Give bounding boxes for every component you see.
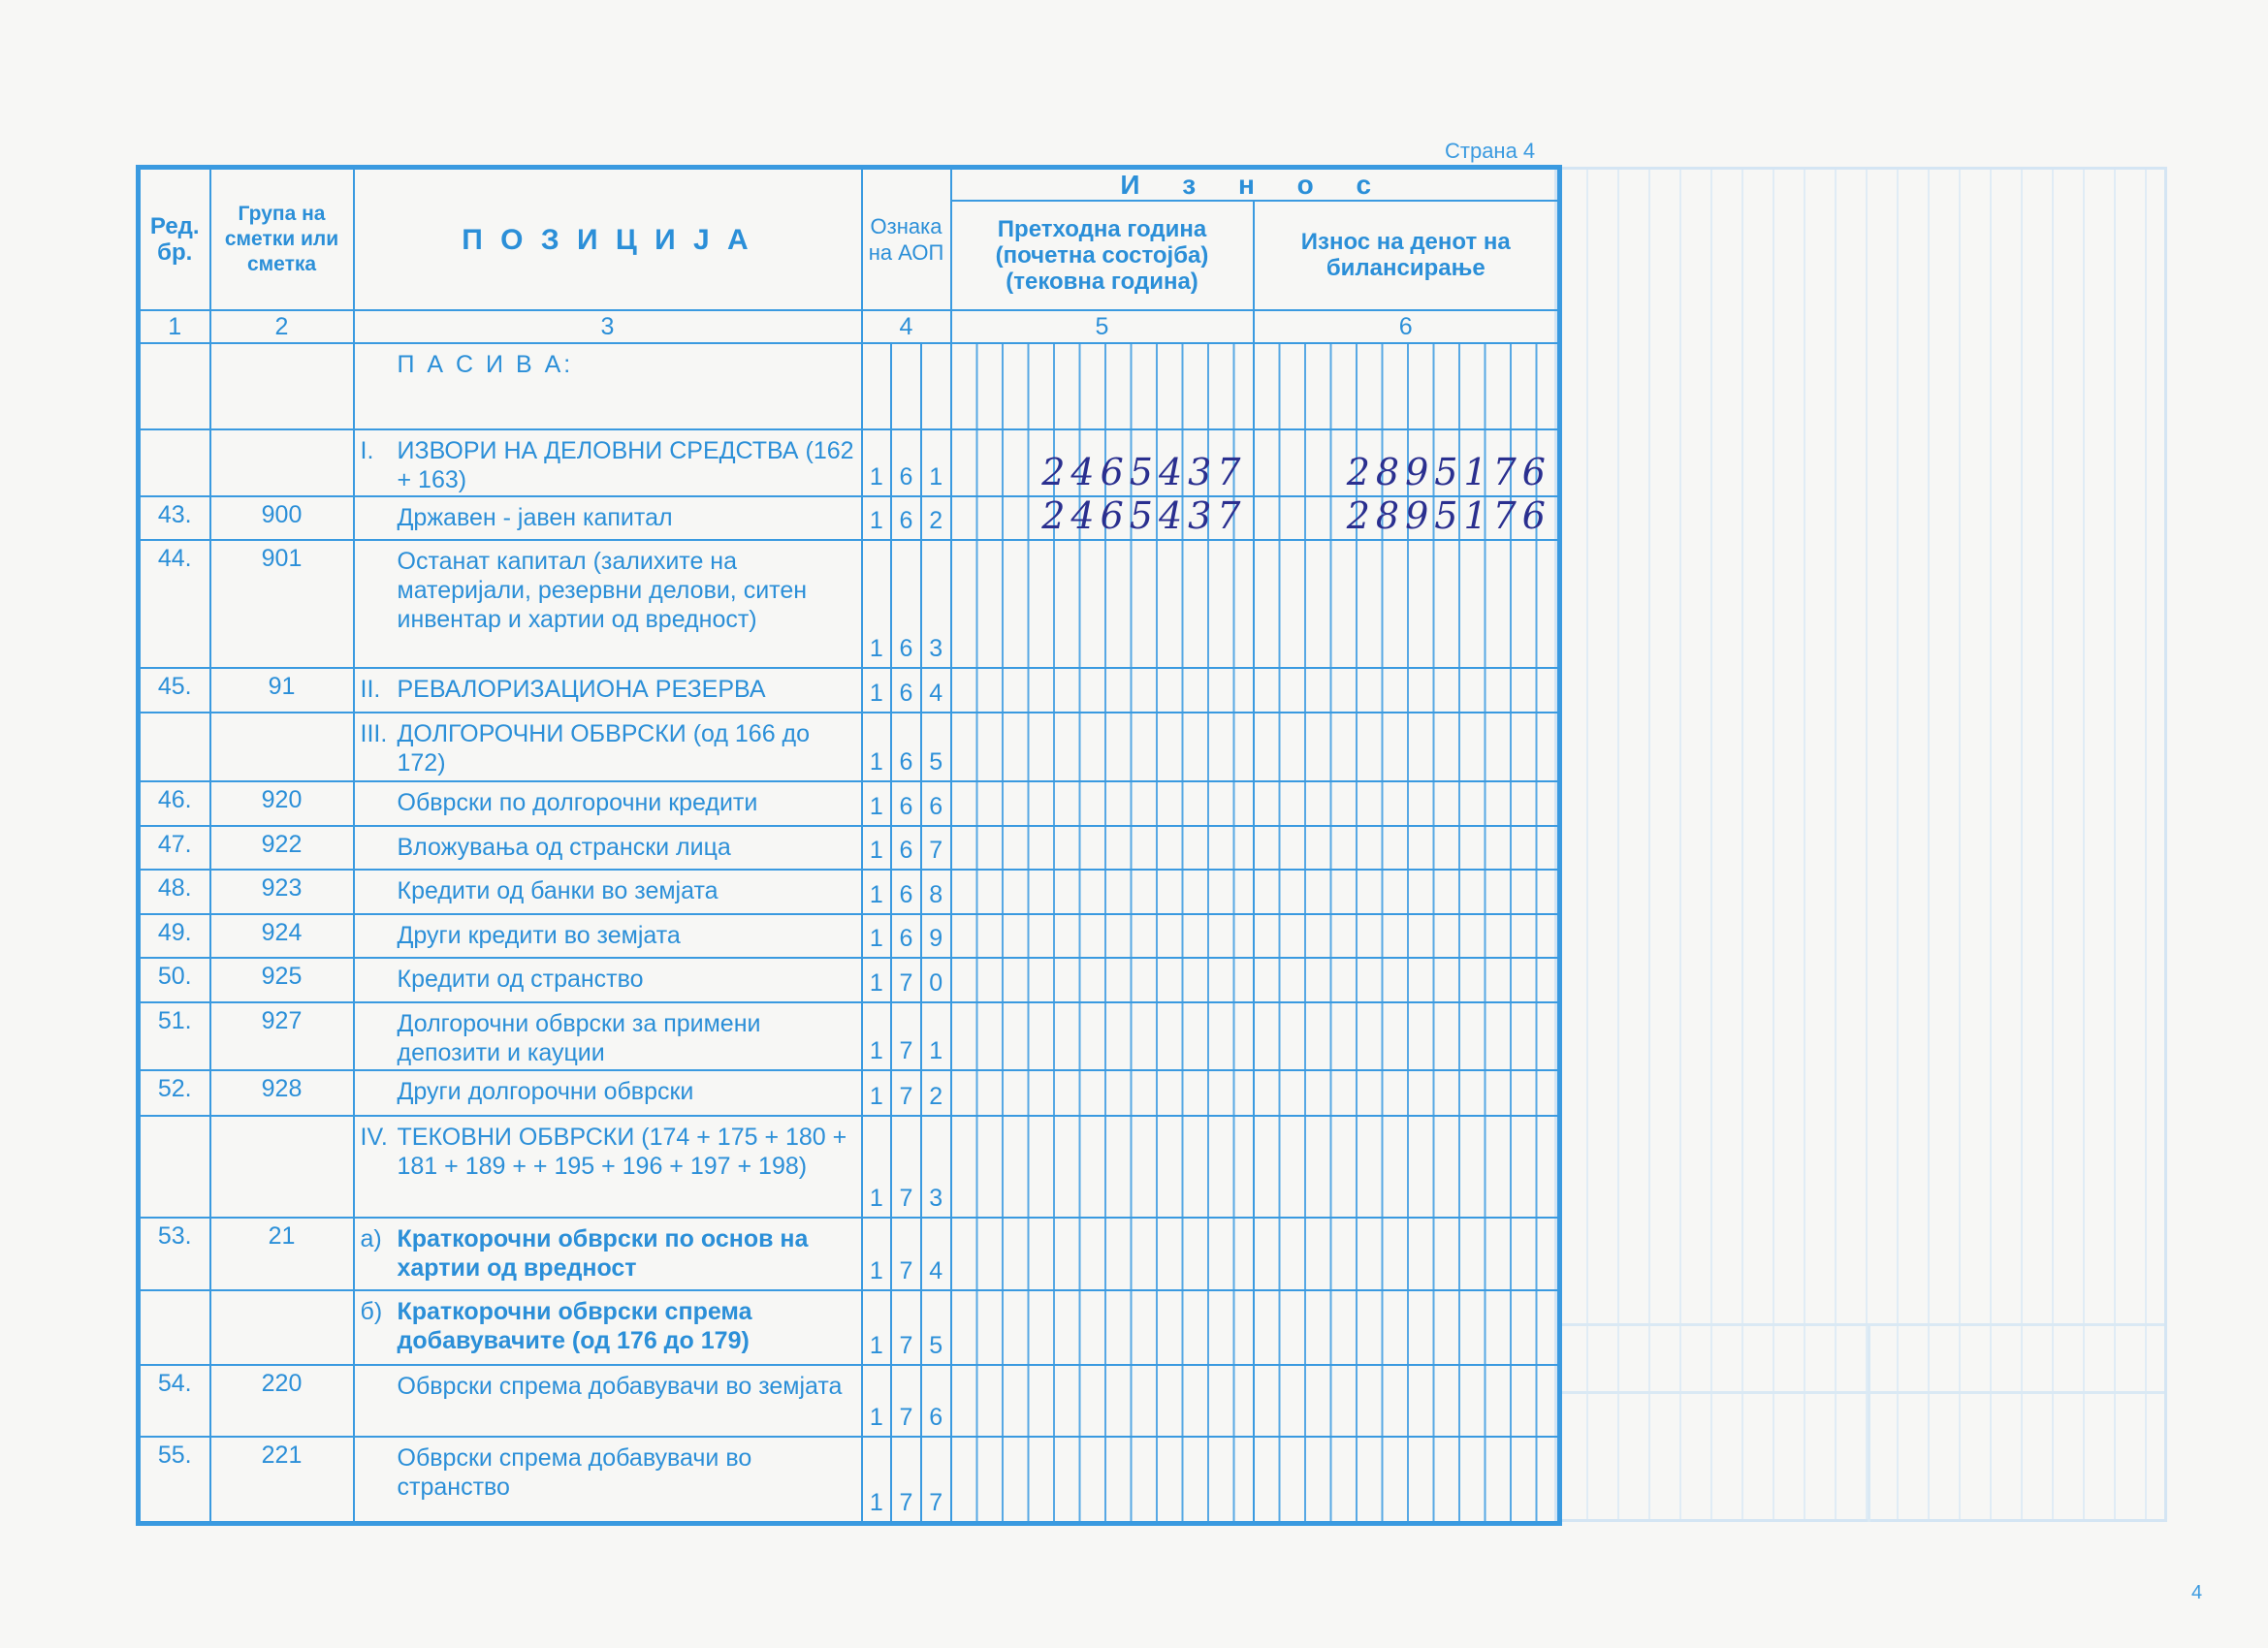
aop-code — [862, 958, 951, 1001]
balance-date-amount-cell[interactable] — [1254, 781, 1560, 825]
row-number — [139, 1290, 210, 1365]
table-row — [139, 1437, 1560, 1523]
aop-code — [862, 781, 951, 825]
column-number-4: 4 — [862, 310, 951, 343]
position-text — [354, 1070, 862, 1115]
account-group: 901 — [210, 540, 354, 668]
position-text — [354, 540, 862, 668]
row-number: 50. — [139, 958, 210, 1001]
aop-digit: 1 — [863, 871, 893, 912]
section-marker — [361, 503, 398, 532]
aop-code — [862, 1002, 951, 1071]
aop-digit: 1 — [863, 1438, 893, 1521]
account-group — [210, 713, 354, 781]
account-group: 900 — [210, 496, 354, 539]
aop-digit: 6 — [892, 871, 922, 912]
balance-date-amount-cell[interactable] — [1254, 496, 1560, 539]
section-marker — [361, 833, 398, 862]
balance-date-amount-cell[interactable] — [1254, 958, 1560, 1001]
aop-code — [862, 343, 951, 429]
page-label: Страна 4 — [1445, 139, 1536, 163]
table-row — [139, 1218, 1560, 1290]
position-text — [354, 1116, 862, 1218]
aop-code — [862, 668, 951, 713]
table-row — [139, 429, 1560, 496]
section-marker: III. — [360, 720, 388, 748]
aop-digit — [922, 344, 950, 428]
account-group: 221 — [210, 1437, 354, 1523]
aop-digit: 6 — [892, 430, 922, 495]
previous-year-amount-cell[interactable] — [951, 1290, 1254, 1365]
column-number-2: 2 — [210, 310, 354, 343]
column-number-5: 5 — [951, 310, 1254, 343]
mirrored-print-bleed — [1554, 167, 2167, 1522]
section-marker — [361, 876, 398, 905]
aop-digit: 1 — [863, 1219, 893, 1289]
balance-date-amount-cell[interactable] — [1254, 1437, 1560, 1523]
column-number-3: 3 — [354, 310, 862, 343]
aop-digit: 1 — [863, 1366, 893, 1437]
aop-digit: 1 — [863, 1003, 893, 1070]
balance-date-amount-cell[interactable] — [1254, 1290, 1560, 1365]
aop-digit: 9 — [929, 925, 943, 953]
aop-code — [862, 713, 951, 781]
position-text — [354, 1365, 862, 1438]
account-group: 922 — [210, 826, 354, 870]
aop-code — [862, 870, 951, 913]
aop-digit: 1 — [863, 669, 893, 712]
table-row — [139, 1070, 1560, 1115]
previous-year-amount-cell[interactable] — [951, 429, 1254, 496]
position-text — [354, 1218, 862, 1290]
table-row — [139, 1290, 1560, 1365]
row-number: 46. — [139, 781, 210, 825]
aop-digit: 3 — [929, 634, 943, 662]
row-number: 54. — [139, 1365, 210, 1438]
aop-digit: 7 — [892, 1071, 922, 1114]
section-marker: IV. — [360, 1123, 388, 1151]
row-number — [139, 1116, 210, 1218]
previous-year-amount-cell[interactable] — [951, 914, 1254, 958]
balance-date-amount: 2895176 — [1346, 451, 1551, 494]
balance-date-amount-cell[interactable] — [1254, 429, 1560, 496]
previous-year-amount-cell[interactable] — [951, 1437, 1254, 1523]
header-amount: И з н о с — [951, 168, 1560, 201]
position-label: Обврски спрема добавувачи во странство — [397, 1444, 752, 1502]
column-number-1: 1 — [139, 310, 210, 343]
table-row — [139, 1002, 1560, 1071]
aop-digit: 7 — [892, 1117, 922, 1217]
section-marker: I. — [360, 437, 374, 465]
aop-code — [862, 1365, 951, 1438]
balance-date-amount-cell[interactable] — [1254, 540, 1560, 668]
row-number: 45. — [139, 668, 210, 713]
aop-digit: 1 — [863, 959, 893, 1000]
position-text — [354, 826, 862, 870]
aop-digit: 1 — [863, 1117, 893, 1217]
balance-date-amount-cell[interactable] — [1254, 343, 1560, 429]
position-text — [354, 668, 862, 713]
row-number: 53. — [139, 1218, 210, 1290]
header-position: П О З И Ц И Ј А — [354, 168, 862, 311]
table-row — [139, 343, 1560, 429]
aop-digit: 7 — [892, 959, 922, 1000]
position-text — [354, 496, 862, 539]
account-group — [210, 1116, 354, 1218]
position-text — [354, 429, 862, 496]
aop-digit: 4 — [929, 680, 943, 708]
table-row — [139, 914, 1560, 958]
previous-year-amount-cell[interactable] — [951, 1070, 1254, 1115]
position-text — [354, 1437, 862, 1523]
account-group: 928 — [210, 1070, 354, 1115]
table-row — [139, 781, 1560, 825]
row-number: 43. — [139, 496, 210, 539]
section-marker: б) — [360, 1297, 383, 1325]
position-label: Кредити од банки во земјата — [397, 877, 719, 905]
aop-digit: 1 — [863, 430, 893, 495]
balance-date-amount-cell[interactable] — [1254, 668, 1560, 713]
account-group — [210, 343, 354, 429]
row-number: 51. — [139, 1002, 210, 1071]
account-group: 923 — [210, 870, 354, 913]
table-row — [139, 496, 1560, 539]
aop-digit: 7 — [892, 1291, 922, 1364]
row-number — [139, 343, 210, 429]
aop-digit: 1 — [863, 1071, 893, 1114]
aop-digit: 1 — [863, 782, 893, 824]
position-text — [354, 914, 862, 958]
position-text — [354, 1002, 862, 1071]
table-row — [139, 870, 1560, 913]
section-marker — [361, 1009, 398, 1067]
header-account-group: Група на сметки или сметка — [210, 168, 354, 311]
aop-digit: 1 — [929, 1037, 943, 1065]
table-row — [139, 668, 1560, 713]
aop-code — [862, 540, 951, 668]
aop-digit: 7 — [892, 1003, 922, 1070]
aop-digit: 1 — [929, 463, 943, 491]
page-number: 4 — [2191, 1582, 2203, 1603]
aop-code — [862, 1218, 951, 1290]
aop-digit: 6 — [892, 713, 922, 780]
section-marker — [361, 1372, 398, 1401]
previous-year-amount-cell[interactable] — [951, 496, 1254, 539]
aop-digit: 0 — [929, 968, 943, 997]
position-label: Државен - јавен капитал — [397, 504, 673, 532]
position-label: Други кредити во земјата — [397, 921, 681, 949]
position-text — [354, 870, 862, 913]
position-label: Краткорочни обврски спрема добавувачите (од 176 до 179) — [397, 1297, 752, 1354]
aop-digit: 1 — [863, 541, 893, 667]
account-group: 925 — [210, 958, 354, 1001]
row-number: 49. — [139, 914, 210, 958]
aop-code — [862, 1290, 951, 1365]
table-row — [139, 958, 1560, 1001]
aop-code — [862, 914, 951, 958]
aop-digit: 5 — [929, 1331, 943, 1359]
previous-year-amount-cell[interactable] — [951, 870, 1254, 913]
aop-code — [862, 496, 951, 539]
table-row — [139, 713, 1560, 781]
row-number: 47. — [139, 826, 210, 870]
position-label: ТЕКОВНИ ОБВРСКИ (174 + 175 + 180 + 181 + 189 + + 195 + 196 + 197 + 198) — [397, 1123, 847, 1180]
position-label: Обврски по долгорочни кредити — [397, 789, 758, 817]
row-number: 52. — [139, 1070, 210, 1115]
aop-digit: 6 — [892, 782, 922, 824]
aop-digit: 2 — [929, 1082, 943, 1110]
row-number: 55. — [139, 1437, 210, 1523]
position-label: Обврски спрема добавувачи во земјата — [397, 1372, 843, 1400]
position-label: Останат капитал (залихите на материјали, резервни делови, ситен инвентар и хартии од вредност) — [397, 547, 808, 633]
balance-date-amount-cell[interactable] — [1254, 1070, 1560, 1115]
previous-year-amount-cell[interactable] — [951, 1116, 1254, 1218]
aop-digit: 6 — [892, 915, 922, 957]
position-label: Краткорочни обврски по основ на хартии од вредност — [397, 1225, 809, 1282]
position-label: П А С И В А: — [397, 351, 574, 379]
aop-digit: 6 — [892, 669, 922, 712]
table-row — [139, 540, 1560, 668]
aop-digit: 8 — [929, 880, 943, 908]
previous-year-amount-cell[interactable] — [951, 1002, 1254, 1071]
previous-year-amount-cell[interactable] — [951, 781, 1254, 825]
balance-date-amount-cell[interactable] — [1254, 870, 1560, 913]
section-marker: а) — [360, 1225, 382, 1252]
position-label: Други долгорочни обврски — [397, 1078, 694, 1106]
section-marker — [361, 1443, 398, 1502]
section-marker — [361, 547, 398, 634]
account-group: 91 — [210, 668, 354, 713]
section-marker — [361, 350, 398, 379]
header-row-number: Ред. бр. — [139, 168, 210, 311]
aop-digit: 6 — [892, 541, 922, 667]
balance-sheet-table — [136, 165, 1562, 1526]
table-row — [139, 826, 1560, 870]
aop-digit: 2 — [929, 506, 943, 534]
aop-digit: 1 — [863, 1291, 893, 1364]
aop-code — [862, 826, 951, 870]
account-group: 21 — [210, 1218, 354, 1290]
previous-year-amount: 2465437 — [1041, 496, 1247, 537]
aop-code — [862, 1437, 951, 1523]
balance-date-amount-cell[interactable] — [1254, 1218, 1560, 1290]
position-label: Долгорочни обврски за примени депозити и кауции — [397, 1009, 761, 1066]
section-marker — [361, 788, 398, 817]
account-group — [210, 429, 354, 496]
balance-date-amount-cell[interactable] — [1254, 713, 1560, 781]
previous-year-amount-cell[interactable] — [951, 540, 1254, 668]
account-group — [210, 1290, 354, 1365]
aop-digit — [892, 344, 922, 428]
row-number — [139, 429, 210, 496]
table-row — [139, 1116, 1560, 1218]
header-balance-date: Износ на денот на билансирање — [1254, 201, 1560, 310]
position-label: ДОЛГОРОЧНИ ОБВРСКИ (од 166 до 172) — [397, 720, 811, 777]
previous-year-amount-cell[interactable] — [951, 1218, 1254, 1290]
aop-code — [862, 1116, 951, 1218]
aop-digit: 5 — [929, 748, 943, 776]
previous-year-amount-cell[interactable] — [951, 713, 1254, 781]
balance-date-amount-cell[interactable] — [1254, 1002, 1560, 1071]
balance-date-amount: 2895176 — [1346, 496, 1551, 537]
aop-digit: 7 — [892, 1366, 922, 1437]
aop-digit: 6 — [929, 1404, 943, 1432]
account-group: 927 — [210, 1002, 354, 1071]
position-label: ИЗВОРИ НА ДЕЛОВНИ СРЕДСТВА (162 + 163) — [397, 437, 854, 494]
aop-digit — [863, 344, 893, 428]
section-marker — [361, 1077, 398, 1106]
row-number: 44. — [139, 540, 210, 668]
column-number-6: 6 — [1254, 310, 1560, 343]
aop-digit: 6 — [892, 827, 922, 869]
previous-year-amount-cell[interactable] — [951, 343, 1254, 429]
balance-date-amount-cell[interactable] — [1254, 914, 1560, 958]
aop-digit: 1 — [863, 915, 893, 957]
account-group: 220 — [210, 1365, 354, 1438]
aop-digit: 7 — [892, 1438, 922, 1521]
aop-digit: 1 — [863, 497, 893, 538]
table-row — [139, 1365, 1560, 1438]
previous-year-amount-cell[interactable] — [951, 826, 1254, 870]
position-text — [354, 958, 862, 1001]
section-marker: II. — [360, 675, 381, 703]
aop-digit: 7 — [929, 837, 943, 865]
header-aop-code: Ознака на АОП — [862, 168, 951, 311]
account-group: 924 — [210, 914, 354, 958]
aop-digit: 7 — [892, 1219, 922, 1289]
previous-year-amount: 2465437 — [1041, 451, 1247, 494]
aop-digit: 6 — [892, 497, 922, 538]
aop-code — [862, 429, 951, 496]
previous-year-amount-cell[interactable] — [951, 668, 1254, 713]
header-previous-year: Претходна година (почетна состојба) (тековна година) — [951, 201, 1254, 310]
previous-year-amount-cell[interactable] — [951, 958, 1254, 1001]
aop-digit: 1 — [863, 827, 893, 869]
row-number — [139, 713, 210, 781]
section-marker — [361, 921, 398, 950]
position-text — [354, 1290, 862, 1365]
balance-date-amount-cell[interactable] — [1254, 1116, 1560, 1218]
aop-code — [862, 1070, 951, 1115]
aop-digit: 4 — [929, 1256, 943, 1284]
balance-date-amount-cell[interactable] — [1254, 826, 1560, 870]
position-text — [354, 781, 862, 825]
row-number: 48. — [139, 870, 210, 913]
position-label: Кредити од странство — [397, 966, 644, 994]
position-text — [354, 343, 862, 429]
position-text — [354, 713, 862, 781]
aop-digit: 6 — [929, 792, 943, 820]
previous-year-amount-cell[interactable] — [951, 1365, 1254, 1438]
section-marker — [361, 965, 398, 994]
aop-digit: 1 — [863, 713, 893, 780]
balance-date-amount-cell[interactable] — [1254, 1365, 1560, 1438]
account-group: 920 — [210, 781, 354, 825]
position-label: РЕВАЛОРИЗАЦИОНА РЕЗЕРВА — [397, 675, 766, 703]
aop-digit: 7 — [929, 1489, 943, 1516]
aop-digit: 3 — [929, 1185, 943, 1212]
position-label: Вложувања од странски лица — [397, 833, 731, 861]
